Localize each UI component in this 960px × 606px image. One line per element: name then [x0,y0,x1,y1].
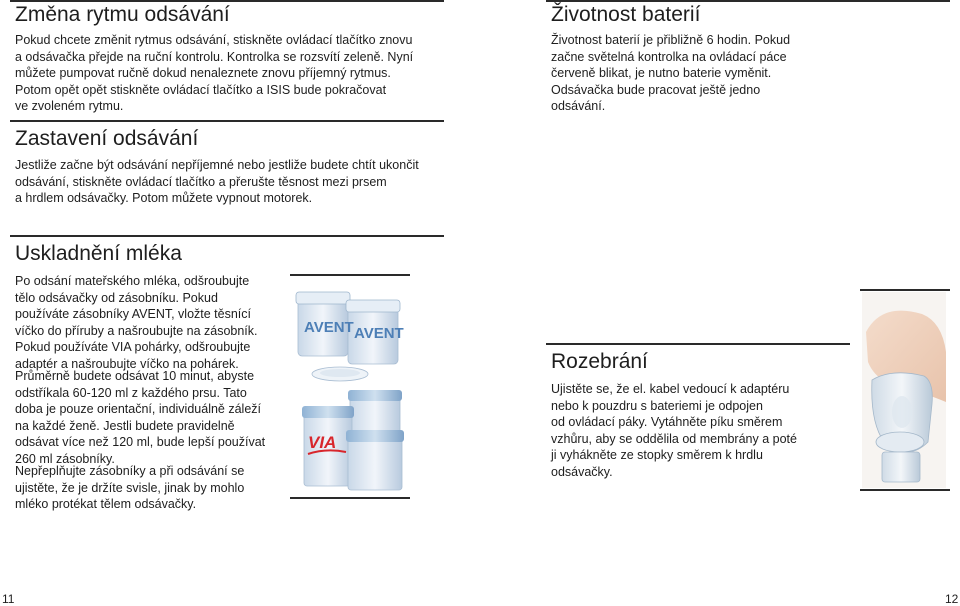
page-number-left: 11 [2,592,15,606]
paragraph-milk-storage-3 [15,463,244,513]
text-line: nebo k pouzdru s bateriemi je odpojen [551,398,763,413]
photo2-top-rule [860,289,950,291]
text-line: odsávání. [551,99,606,113]
text-line: mléko protékat tělem odsávačky. [15,497,197,511]
text-line: Potom opět opět stiskněte ovládací tlačítko a ISIS bude pokračovat [15,82,387,97]
text-line: víčko do příruby a našroubujte na zásobník. [15,323,258,338]
top-rule-right [546,0,950,2]
paragraph-rhythm-change [15,32,413,115]
text-line: odsávačky. [551,464,613,479]
text-line: můžete pumpovat ručně dokud nenaleznete znovu příjemný rytmus. [15,66,391,80]
text-line: Ujistěte se, že el. kabel vedoucí k adaptéru [551,382,790,396]
paragraph-disassembly [551,381,797,480]
via-cup-front [348,438,402,490]
heading-disassembly: Rozebrání [551,350,648,373]
text-line: začne světelná kontrolka na ovládací páce [551,49,787,64]
text-line: odsávání, stiskněte ovládací tlačítko a přerušte těsnost mezi prsem [15,174,387,189]
heading-stop-pumping: Zastavení odsávání [15,127,199,150]
via-logo: VIA [308,433,337,452]
text-line: Nepřeplňujte zásobníky a při odsávání se [15,464,245,478]
disassembly-photo [862,292,946,488]
avent-logo-right: AVENT [354,325,404,342]
text-line: Odsávačka bude pracovat ještě jedno [551,82,761,97]
storage-containers-photo [292,270,412,495]
photo-bottom-rule [290,497,410,499]
text-line: Po odsání mateřského mléka, odšroubujte [15,274,250,288]
text-line: Jestliže začne být odsávání nepříjemné nebo jestliže budete chtít ukončit [15,158,419,172]
text-line: doba je pouze orientační, individuálně záleží [15,402,262,416]
heading-battery-life: Životnost baterií [551,3,701,26]
text-line: odstříkala 60-120 ml z každého prsu. Tato [15,385,247,400]
text-line: a hrdlem odsávačky. Potom můžete vypnout motorek. [15,191,313,205]
avent-logo-left: AVENT [304,319,354,336]
rule-disassembly [546,343,850,345]
text-line: a odsávačka přejde na ruční kontrolu. Kontrolka se rozsvítí zeleně. Nyní [15,49,414,64]
text-line: používáte zásobníky AVENT, vložte těsnící [15,307,251,321]
heading-rhythm-change: Změna rytmu odsávání [15,3,230,26]
text-line: ujistěte, že je držíte svisle, jinak by mohlo [15,480,245,495]
top-rule-left [10,0,444,2]
text-line: adaptér a našroubujte víčko na pohárek. [15,356,239,371]
text-line: ve zvoleném rytmu. [15,99,124,113]
text-line: 260 ml zásobníky. [15,451,115,466]
paragraph-battery-life [551,32,790,115]
text-line: tělo odsávačky od zásobníku. Pokud [15,290,218,305]
rule-stop-pumping [10,120,444,122]
text-line: Pokud používáte VIA pohárky, odšroubujte [15,340,251,354]
text-line: Průměrně budete odsávat 10 minut, abyste [15,369,255,383]
text-line: ji vyhákněte ze stopky směrem k hrdlu [551,448,763,462]
paragraph-stop-pumping [15,157,419,207]
text-line: červeně blikat, je nutno baterie vyměnit. [551,66,772,80]
text-line: na každé ženě. Jestli budete pravidelně [15,418,235,433]
text-line: od ovládací páky. Vytáhněte píku směrem [551,415,783,429]
text-line: vzhůru, aby se oddělila od membrány a poté [551,431,797,446]
text-line: Životnost baterií je přibližně 6 hodin. Pokud [551,33,791,47]
rule-milk-storage [10,235,444,237]
paragraph-milk-storage-2 [15,368,265,467]
text-line: odsávat více než 120 ml, bude lepší používat [15,435,266,449]
heading-milk-storage: Uskladnění mléka [15,242,182,265]
paragraph-milk-storage-1 [15,273,258,372]
text-line: Pokud chcete změnit rytmus odsávání, stiskněte ovládací tlačítko znovu [15,33,413,47]
page-number-right: 12 [945,592,959,606]
photo2-bottom-rule [860,489,950,491]
